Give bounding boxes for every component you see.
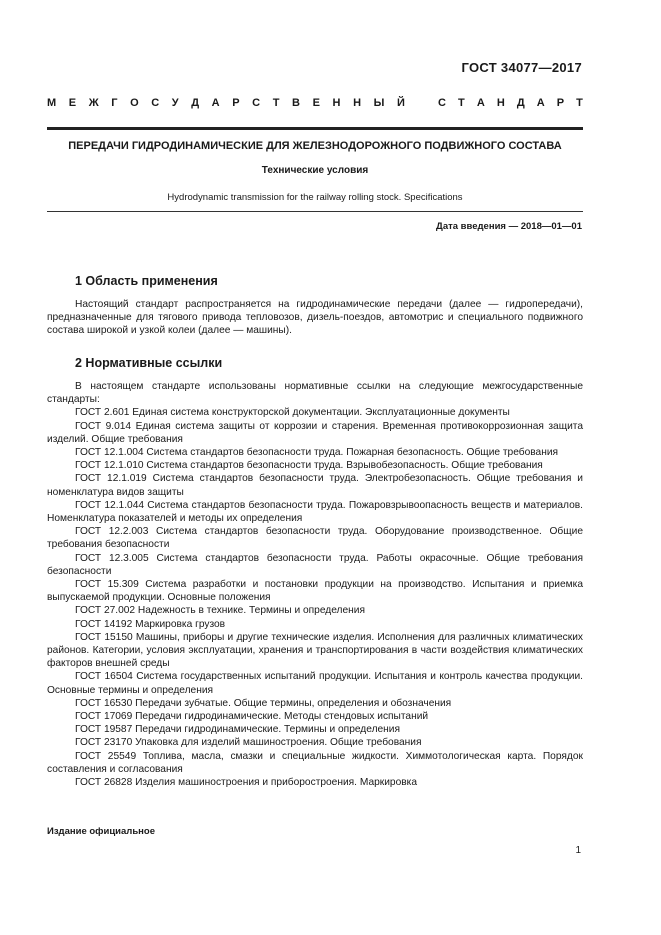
standard-subtitle: Технические условия	[261, 165, 369, 176]
section-1-heading: 1 Область применения	[75, 274, 218, 288]
page-number: 1	[575, 845, 581, 856]
title-rule	[47, 211, 583, 212]
banner-letter: А	[476, 97, 485, 109]
banner-letter: Д	[191, 97, 200, 109]
header-rule	[47, 127, 583, 130]
section-2-body	[47, 380, 583, 789]
banner-letter: Р	[232, 97, 240, 109]
banner-letter: Й	[396, 97, 405, 109]
banner-letter: Ж	[88, 97, 99, 109]
section-2-heading: 2 Нормативные ссылки	[75, 356, 223, 370]
banner-letter: Н	[496, 97, 505, 109]
banner-letter: Н	[353, 97, 362, 109]
paragraph: ГОСТ 26828 Изделия машиностроения и приборостроения. Маркировка	[75, 777, 418, 789]
paragraph: ГОСТ 27.002 Надежность в технике. Термины и определения	[75, 605, 365, 617]
banner-letter: Т	[272, 97, 280, 109]
banner-letter: Т	[458, 97, 465, 109]
paragraph: ГОСТ 9.014 Единая система защиты от коррозии и старения. Временная противокоррозионная защита изделий. Общие требования	[47, 420, 583, 445]
banner-letter: О	[130, 97, 139, 109]
official-edition-label: Издание официальное	[47, 826, 155, 837]
paragraph: ГОСТ 12.1.019 Система стандартов безопасности труда. Электробезопасность. Общие требования и номенклатура видов защиты	[47, 473, 583, 498]
paragraph: ГОСТ 19587 Передачи гидродинамические. Термины и определения	[75, 724, 401, 736]
english-title: Hydrodynamic transmission for the railway rolling stock. Specifications	[167, 192, 463, 203]
paragraph: ГОСТ 16530 Передачи зубчатые. Общие термины, определения и обозначения	[75, 697, 452, 709]
banner-letter: С	[252, 97, 261, 109]
paragraph: ГОСТ 2.601 Единая система конструкторской документации. Эксплуатационные документы	[75, 407, 510, 419]
banner-letter: Е	[68, 97, 77, 109]
banner-letter: У	[171, 97, 179, 109]
banner-letter: С	[151, 97, 160, 109]
paragraph: ГОСТ 12.1.010 Система стандартов безопасности труда. Взрывобезопасность. Общие требования	[75, 460, 543, 472]
banner-letter: Н	[332, 97, 341, 109]
banner-letter: С	[438, 97, 446, 109]
banner-letter: Ы	[373, 97, 385, 109]
banner-letter: А	[211, 97, 220, 109]
paragraph: ГОСТ 12.2.003 Система стандартов безопасности труда. Оборудование производственное. Общие требования безопасности	[47, 526, 583, 551]
paragraph: ГОСТ 12.1.044 Система стандартов безопасности труда. Пожаровзрывоопасность веществ и материалов. Номенклатура показателей и методы их определения	[47, 499, 583, 525]
paragraph: Настоящий стандарт распространяется на гидродинамические передачи (далее — гидропередачи), предназначенные для тягового привода тепловозов, дизель-поездов, автомотрис и специального подвижного состава широкой и узкой колеи (далее — машины).	[47, 299, 583, 337]
paragraph: ГОСТ 23170 Упаковка для изделий машиностроения. Общие требования	[75, 737, 422, 749]
interstate-standard-banner	[47, 97, 583, 115]
paragraph: ГОСТ 25549 Топлива, масла, смазки и специальные жидкости. Химмотологическая карта. Порядок составления и согласования	[47, 750, 583, 775]
standard-title: ПЕРЕДАЧИ ГИДРОДИНАМИЧЕСКИЕ ДЛЯ ЖЕЛЕЗНОДОРОЖНОГО ПОДВИЖНОГО СОСТАВА	[68, 140, 562, 152]
banner-word-interstate	[47, 97, 405, 115]
document-code: ГОСТ 34077—2017	[461, 60, 582, 75]
banner-letter: Т	[576, 97, 583, 109]
banner-letter: Р	[556, 97, 565, 109]
banner-letter: М	[47, 97, 57, 109]
banner-word-standard	[438, 97, 583, 115]
paragraph: ГОСТ 15150 Машины, приборы и другие технические изделия. Исполнения для различных климатических районов. Категории, условия эксплуатации, хранения и транспортирования в части воздействия климатических факторов внешней среды	[47, 631, 583, 670]
paragraph: ГОСТ 17069 Передачи гидродинамические. Методы стендовых испытаний	[75, 711, 429, 723]
paragraph: ГОСТ 15.309 Система разработки и постановки продукции на производство. Испытания и приемка выпускаемой продукции. Основные положения	[47, 579, 583, 604]
paragraph: ГОСТ 14192 Маркировка грузов	[75, 618, 226, 630]
banner-letter: Г	[111, 97, 118, 109]
paragraph: ГОСТ 12.1.004 Система стандартов безопасности труда. Пожарная безопасность. Общие требования	[75, 447, 559, 459]
banner-letter: А	[536, 97, 545, 109]
paragraph: ГОСТ 12.3.005 Система стандартов безопасности труда. Работы окрасочные. Общие требования безопасности	[47, 552, 583, 577]
banner-letter: В	[292, 97, 300, 109]
section-1-body	[47, 298, 583, 338]
paragraph: В настоящем стандарте использованы нормативные ссылки на следующие межгосударственные стандарты:	[47, 381, 583, 406]
banner-letter: Д	[516, 97, 525, 109]
banner-letter: Е	[312, 97, 320, 109]
paragraph: ГОСТ 16504 Система государственных испытаний продукции. Испытания и контроль качества продукции. Основные термины и определения	[47, 671, 583, 696]
introduction-date: Дата введения — 2018—01—01	[436, 221, 582, 232]
